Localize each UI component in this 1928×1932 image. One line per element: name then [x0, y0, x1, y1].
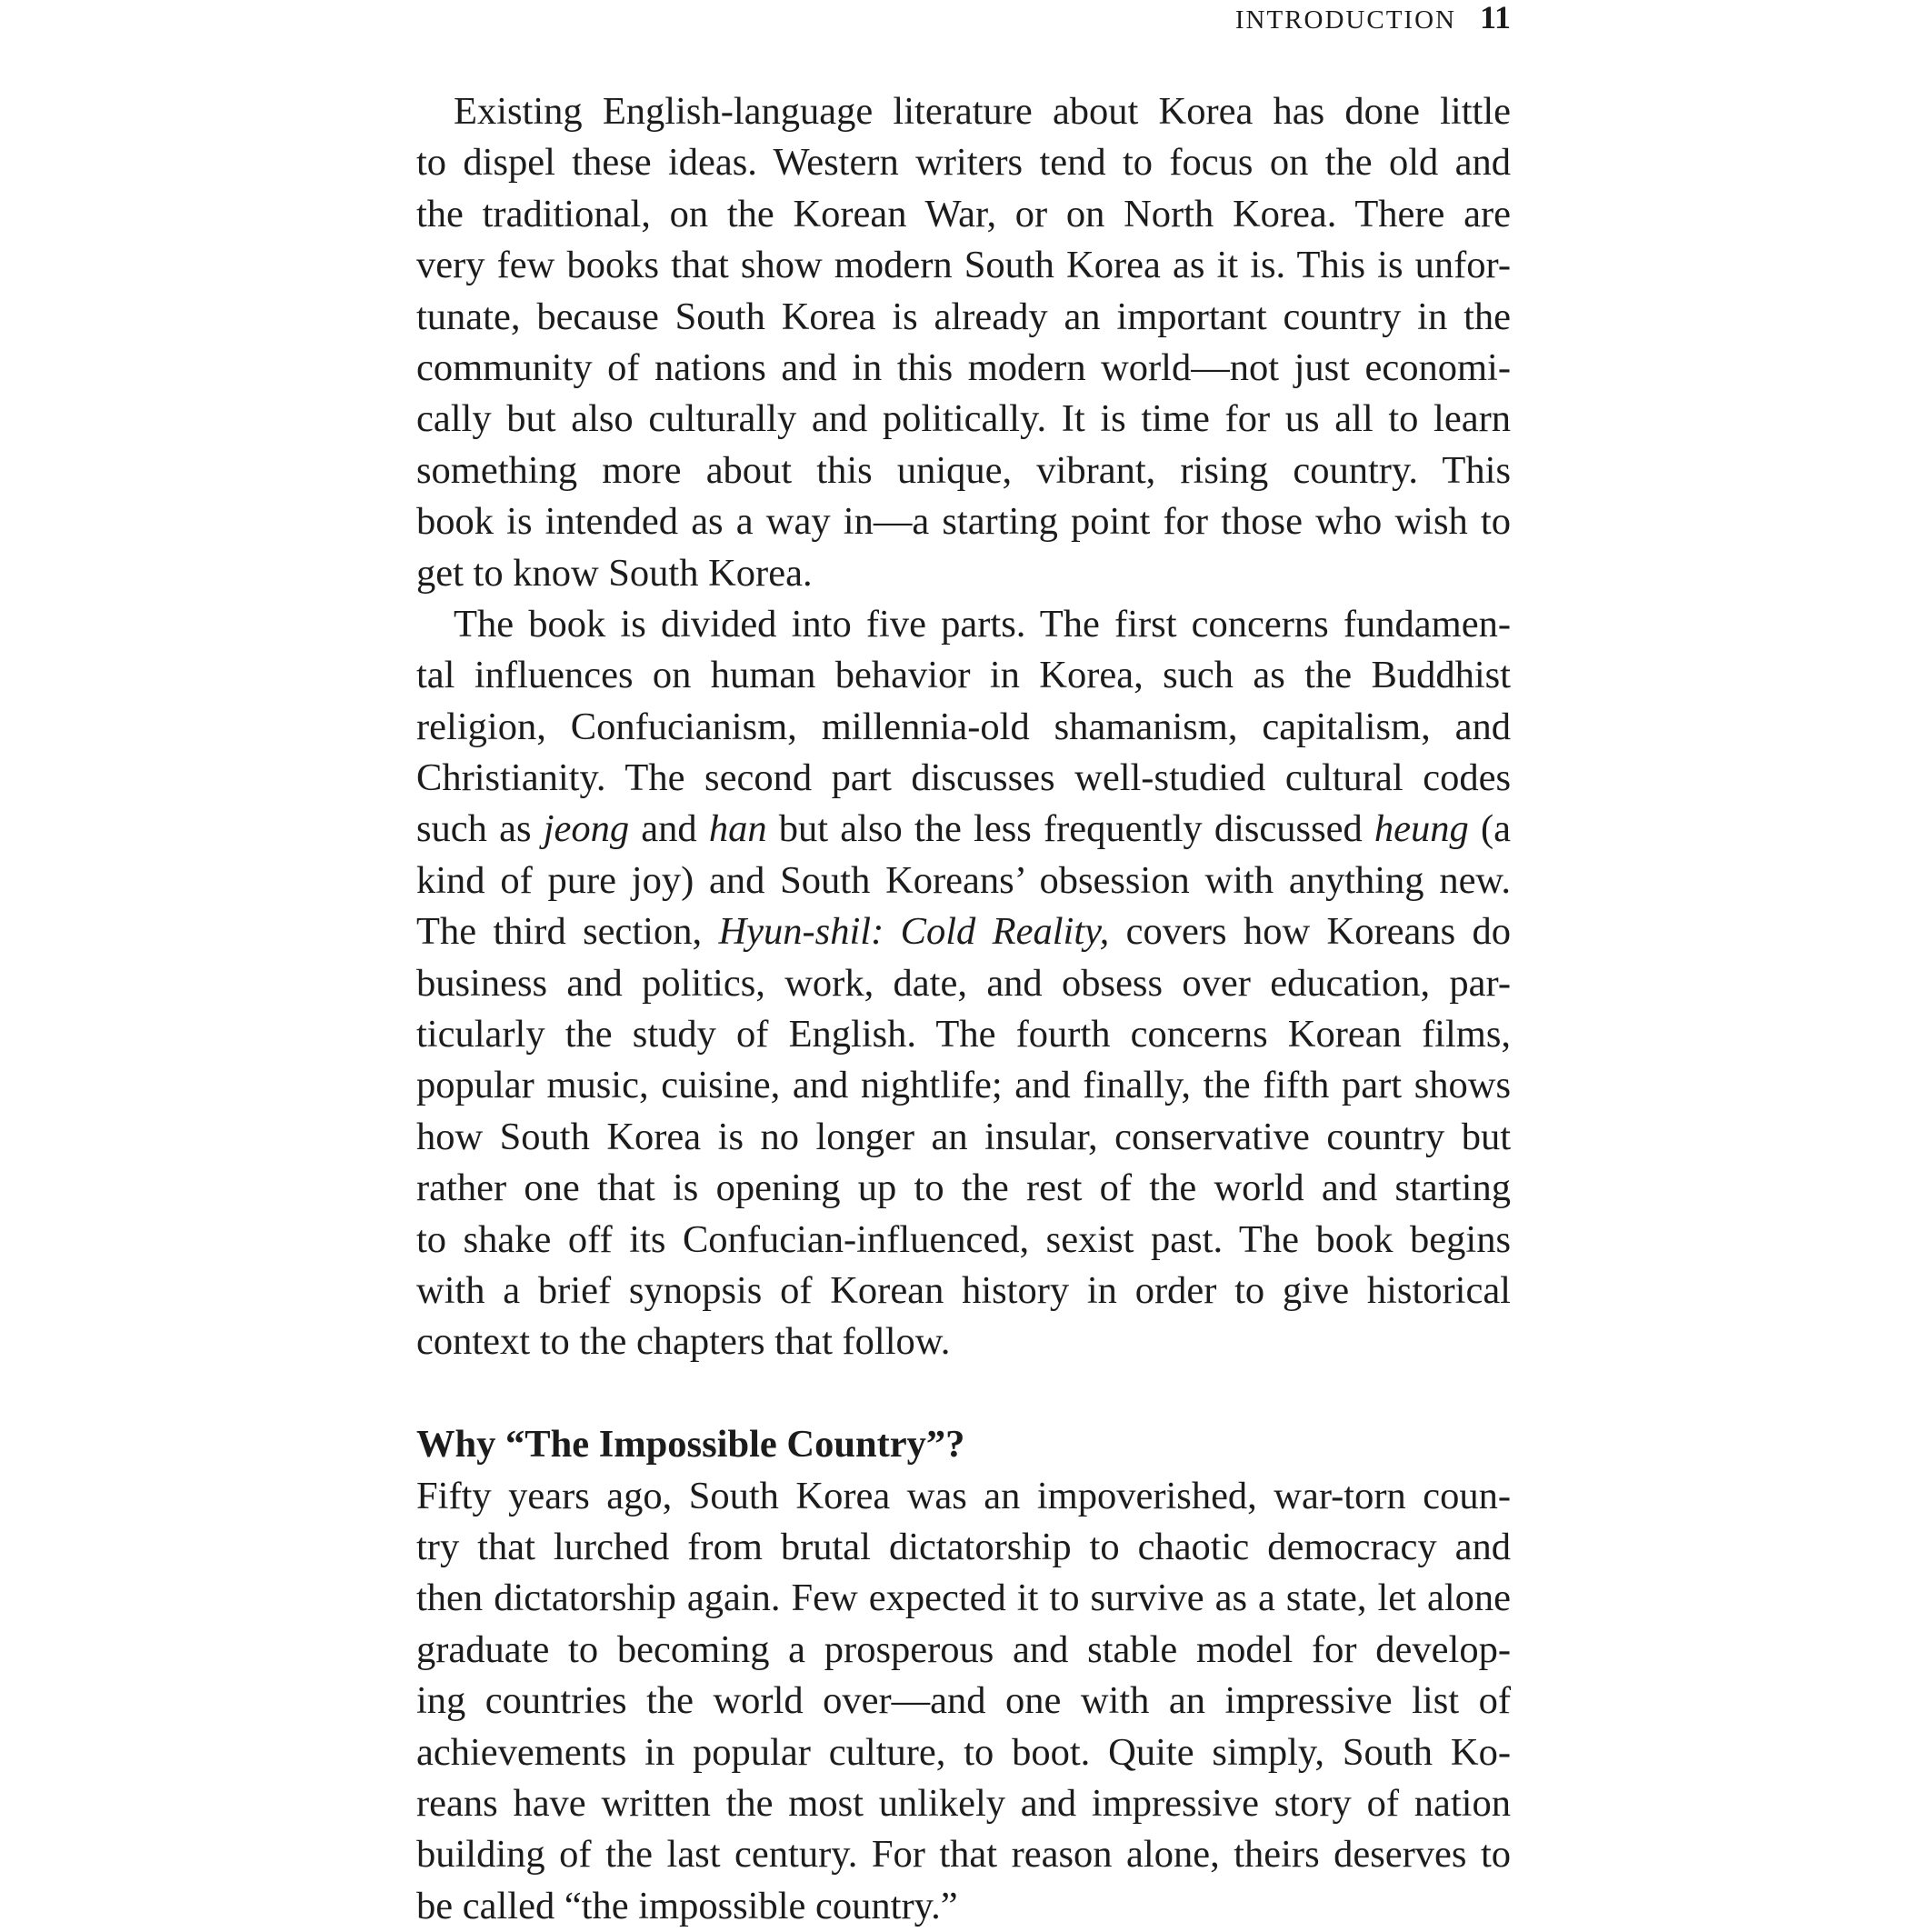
text-line: graduate to becoming a prosperous and stable model for develop-	[416, 1627, 1511, 1671]
text-run: The third section,	[416, 910, 719, 954]
italic-section-title: Hyun-shil: Cold Reality,	[718, 910, 1110, 954]
text-line: get to know South Korea.	[416, 551, 813, 595]
body-text	[416, 86, 1511, 1932]
running-head-section-title: INTRODUCTION	[1234, 5, 1456, 35]
text-line: be called “the impossible country.”	[416, 1884, 958, 1927]
text-line: Fifty years ago, South Korea was an impoverished, war-torn coun-	[416, 1474, 1511, 1517]
text-line: how South Korea is no longer an insular, conservative country but	[416, 1115, 1511, 1158]
text-line: building of the last century. For that reason alone, theirs deserves to	[416, 1833, 1511, 1877]
text-line: context to the chapters that follow.	[416, 1320, 951, 1364]
text-run: but also the less frequently discussed	[766, 807, 1374, 851]
text-line: try that lurched from brutal dictatorship to chaotic democracy and	[416, 1525, 1511, 1568]
paragraph-1	[416, 86, 1511, 599]
text-line	[416, 906, 1511, 957]
paragraph-2	[416, 599, 1511, 1368]
text-line: book is intended as a way in—a starting point for those who wish to	[416, 500, 1511, 544]
text-run: such as	[416, 807, 544, 851]
text-line: rather one that is opening up to the rest of the world and starting	[416, 1166, 1511, 1210]
section-spacer	[416, 1368, 1511, 1419]
text-line: tunate, because South Korea is already an important country in the	[416, 295, 1511, 338]
section-heading: Why “The Impossible Country”?	[416, 1423, 965, 1467]
text-line: the traditional, on the Korean War, or on North Korea. There are	[416, 192, 1511, 235]
text-line: business and politics, work, date, and obsess over education, par-	[416, 961, 1511, 1005]
text-line: cally but also culturally and politically. It is time for us all to learn	[416, 397, 1511, 441]
text-run: and	[629, 807, 709, 851]
text-line: Existing English-language literature about Korea has done little	[454, 90, 1511, 133]
text-run: (a	[1468, 807, 1511, 851]
text-run: covers how Koreans do	[1109, 910, 1511, 954]
italic-term-jeong: jeong	[543, 807, 630, 851]
text-line: The book is divided into five parts. The first concerns fundamen-	[454, 602, 1511, 646]
text-line: Christianity. The second part discusses well-studied cultural codes	[416, 756, 1511, 800]
text-line: ticularly the study of English. The fourth concerns Korean films,	[416, 1013, 1511, 1056]
text-line: reans have written the most unlikely and impressive story of nation	[416, 1781, 1511, 1825]
text-line: to dispel these ideas. Western writers tend to focus on the old and	[416, 141, 1511, 185]
text-line: very few books that show modern South Korea as it is. This is unfor-	[416, 244, 1511, 287]
text-line	[416, 804, 1511, 855]
italic-term-heung: heung	[1374, 807, 1469, 851]
text-line: with a brief synopsis of Korean history in order to give historical	[416, 1268, 1511, 1312]
text-line: kind of pure joy) and South Koreans’ obsession with anything new.	[416, 858, 1511, 902]
page-number: 11	[1479, 0, 1511, 35]
italic-term-han: han	[708, 807, 767, 851]
paragraph-3	[416, 1471, 1511, 1932]
running-head	[0, 0, 1511, 36]
text-line: to shake off its Confucian-influenced, sexist past. The book begins	[416, 1217, 1511, 1261]
text-line: popular music, cuisine, and nightlife; and finally, the fifth part shows	[416, 1064, 1511, 1107]
text-line: community of nations and in this modern world—not just economi-	[416, 345, 1511, 389]
text-line: ing countries the world over—and one with an impressive list of	[416, 1679, 1511, 1723]
text-line: achievements in popular culture, to boot. Quite simply, South Ko-	[416, 1730, 1511, 1774]
text-line: then dictatorship again. Few expected it to survive as a state, let alone	[416, 1577, 1511, 1620]
text-line: religion, Confucianism, millennia-old shamanism, capitalism, and	[416, 705, 1511, 748]
text-line: tal influences on human behavior in Korea, such as the Buddhist	[416, 654, 1511, 697]
text-line: something more about this unique, vibrant, rising country. This	[416, 448, 1511, 492]
